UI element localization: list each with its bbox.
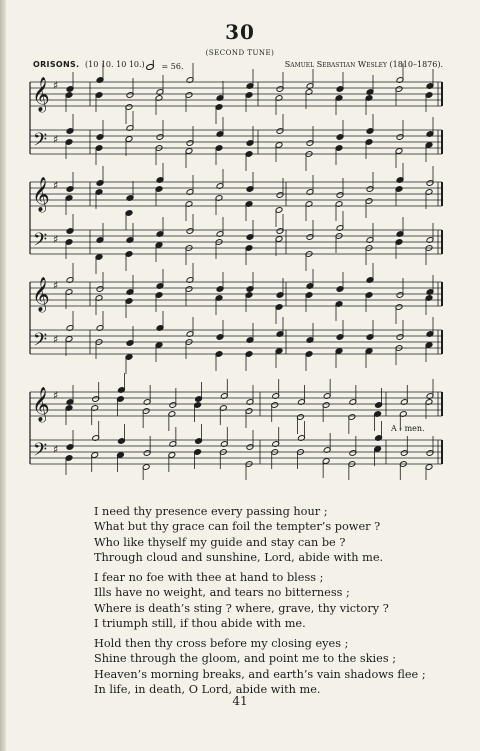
verse-line: In life, in death, O Lord, abide with me. [94,682,321,696]
composer: Samuel Sebastian Wesley (1810–1876). [284,60,443,69]
sharp-icon: ♯ [53,389,59,402]
bass-clef-icon: 𝄢 [33,330,48,355]
verse-3 [94,636,426,697]
sharp-icon: ♯ [53,179,59,192]
verse-line: Shine through the gloom, and point me to the skies ; [94,652,397,666]
bass-clef-icon: 𝄢 [33,440,48,465]
verse-2 [94,570,389,631]
sharp-icon: ♯ [53,279,59,292]
verse-line: Ills have no weight, and tears no bitterness ; [94,586,350,600]
verse-line: What but thy grace can foil the tempter’s power ? [94,520,381,534]
verse-line: Who like thyself my guide and stay can be ? [94,535,346,549]
sharp-icon: ♯ [53,79,59,92]
sharp-icon: ♯ [53,233,59,246]
verse-line: I triumph still, if thou abide with me. [94,616,306,630]
treble-clef-icon: 𝄞 [32,277,50,312]
treble-clef-icon: 𝄞 [32,177,50,212]
verse-line: I fear no foe with thee at hand to bless ; [94,571,324,584]
bass-clef-icon: 𝄢 [33,130,48,155]
treble-clef-icon: 𝄞 [32,77,50,112]
bass-clef-icon: 𝄢 [33,230,48,255]
verse-line: I need thy presence every passing hour ; [94,505,328,518]
meter: (10 10. 10 10.) [85,60,145,69]
sharp-icon: ♯ [53,333,59,346]
tune-note: (SECOND TUNE) [205,49,275,57]
tempo-value: = 56. [161,62,184,71]
verse-line: Where is death’s sting ? where, grave, thy victory ? [94,601,389,615]
amen-label: A - men. [391,424,425,433]
tune-name: ORISONS. [33,60,80,69]
hymn-number: 30 [225,20,255,44]
verse-1 [94,504,383,565]
verse-line: Hold then thy cross before my closing eyes ; [94,637,349,650]
verse-line: Through cloud and sunshine, Lord, abide with me. [94,550,384,564]
sharp-icon: ♯ [53,443,59,456]
verse-line: Heaven’s morning breaks, and earth’s vain shadows flee ; [94,667,426,681]
sharp-icon: ♯ [53,133,59,146]
treble-clef-icon: 𝄞 [32,387,50,422]
page-number: 41 [232,694,248,708]
